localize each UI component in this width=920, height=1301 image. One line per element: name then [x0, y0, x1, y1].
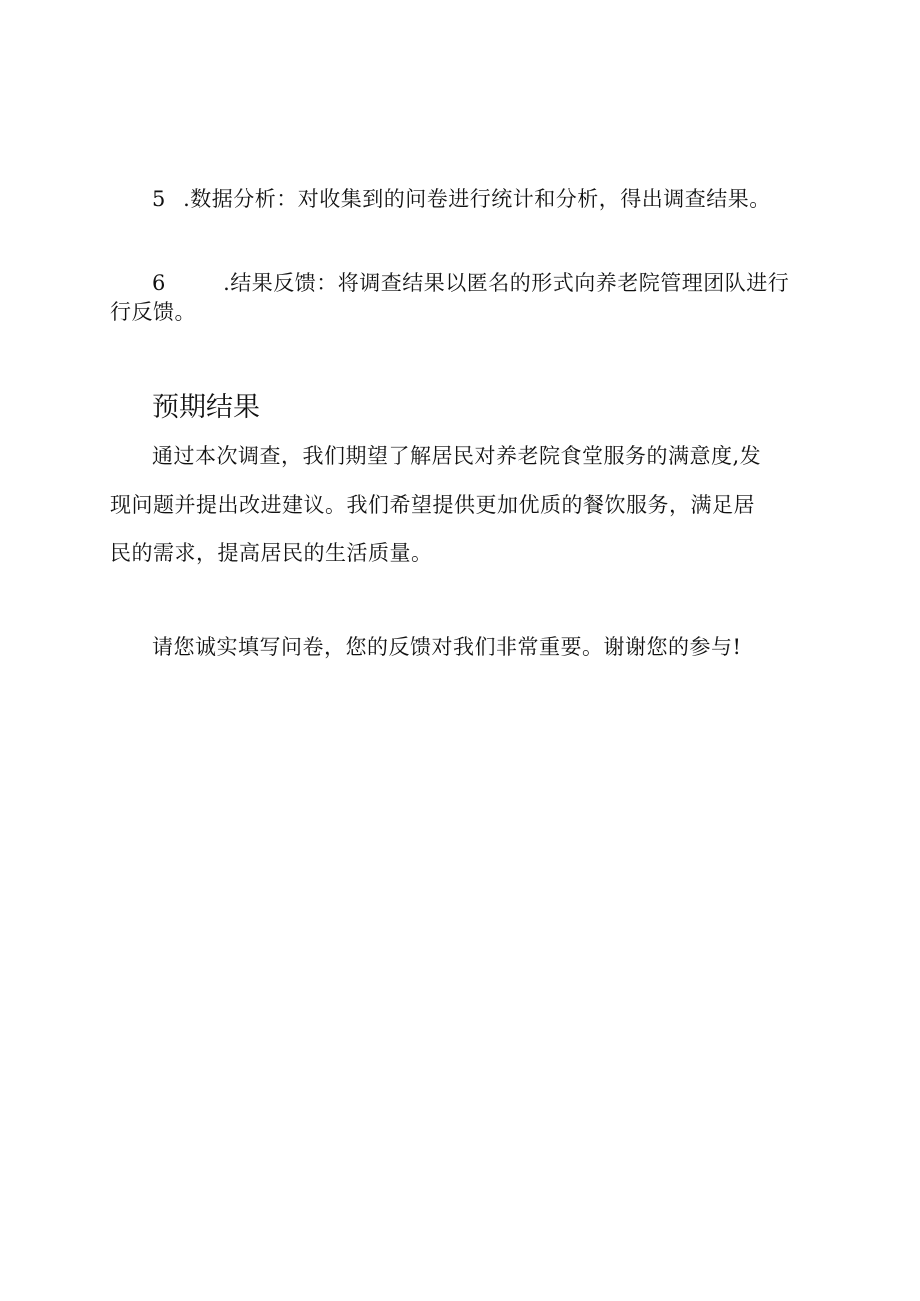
step-6-text: .结果反馈：将调查结果以匿名的形式向养老院管理团队进 — [223, 271, 768, 295]
step-6-number: 6 — [152, 271, 166, 295]
step-6-line-2 — [110, 297, 196, 327]
step-5-text: .数据分析：对收集到的问卷进行统计和分析，得出调查结果。 — [183, 187, 771, 211]
step-6-line-1 — [152, 268, 789, 298]
step-5 — [152, 184, 771, 214]
step-6-text-continued: 行反馈。 — [110, 300, 196, 324]
paragraph-line-2: 现问题并提出改进建议。我们希望提供更加优质的餐饮服务，满足居 — [110, 493, 755, 517]
step-5-number: 5 — [152, 187, 166, 211]
paragraph-line-3: 民的需求，提高居民的生活质量。 — [110, 541, 433, 565]
step-6-text-end: 行 — [767, 271, 790, 295]
section-heading-expected-results: 预期结果 — [152, 392, 260, 423]
closing-note: 请您诚实填写问卷，您的反馈对我们非常重要。谢谢您的参与! — [152, 635, 742, 659]
paragraph-line-1: 通过本次调查，我们期望了解居民对养老院食堂服务的满意度,发 — [152, 444, 762, 468]
